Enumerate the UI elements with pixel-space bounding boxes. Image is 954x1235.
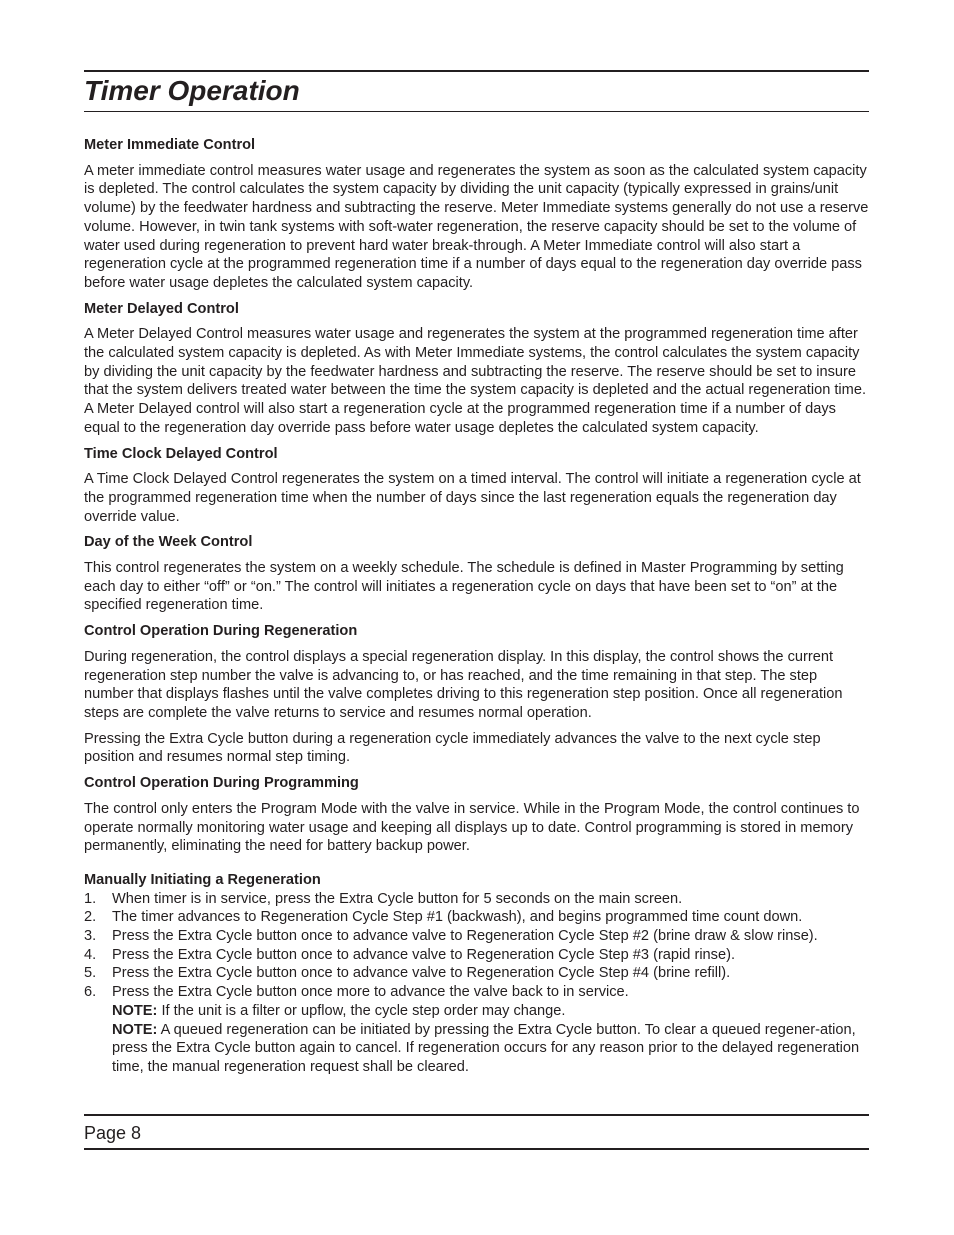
page-title: Timer Operation [84, 75, 300, 106]
section-paragraph: During regeneration, the control displays a special regeneration display. In this display, the control shows the current regeneration step number the valve is advancing to, or has reached, and the time remaining in that step. The step number that displays flashes until the valve completes driving to this regeneration step position. Once all regeneration steps are complete the valve returns to service and resumes normal operation. [84, 648, 843, 721]
steps-list [84, 890, 870, 1002]
step-text: Press the Extra Cycle button once to advance valve to Regeneration Cycle Step #2 (brine draw & slow rinse). [112, 928, 818, 945]
note [112, 1002, 870, 1021]
list-item [84, 908, 870, 927]
footer-rule-bottom [84, 1148, 869, 1150]
document-body [84, 136, 870, 1077]
section-paragraph: This control regenerates the system on a weekly schedule. The schedule is defined in Master Programming by setting each day to either “off” or “on.” The control will initiates a regeneration cycle on days that have been set to “on” at the specified regeneration time. [84, 560, 844, 614]
note-label: NOTE: [112, 1002, 158, 1019]
step-text: When timer is in service, press the Extra Cycle button for 5 seconds on the main screen. [112, 890, 683, 907]
list-item [84, 890, 870, 909]
note-text: If the unit is a filter or upflow, the cycle step order may change. [157, 1002, 566, 1019]
step-text: Press the Extra Cycle button once to advance valve to Regeneration Cycle Step #4 (brine refill). [112, 965, 731, 982]
section-heading: Meter Delayed Control [84, 300, 239, 317]
page-number: Page 8 [84, 1123, 142, 1143]
section-heading: Meter Immediate Control [84, 137, 256, 153]
step-number: 6. [84, 984, 97, 1001]
section-meter-delayed [84, 300, 870, 438]
section-meter-immediate [84, 136, 870, 293]
list-item [84, 927, 870, 946]
section-manual-regeneration [84, 871, 870, 1077]
section-paragraph: A meter immediate control measures water usage and regenerates the system as soon as the calculated system capacity is depleted. The control calculates the system capacity by dividing the unit capacity (typically expressed in grains/unit volume) by the feedwater hardness and subtracting the reserve. Meter Immediate systems generally do not use a reserve volume. However, in twin tank systems with soft-water regeneration, the reserve capacity should be set to the volume of water used during regeneration to prevent hard water break-through. A Meter Immediate control will also start a regeneration cycle at the programmed regeneration time if a number of days equal to the regeneration day override pass before water usage depletes the calculated system capacity. [84, 162, 869, 291]
step-number: 2. [84, 909, 97, 926]
step-text: The timer advances to Regeneration Cycle Step #1 (backwash), and begins programmed time count down. [112, 909, 803, 926]
step-number: 3. [84, 928, 97, 945]
section-regeneration [84, 622, 870, 767]
footer-rule-top [84, 1114, 869, 1116]
list-item [84, 946, 870, 965]
section-paragraph: A Time Clock Delayed Control regenerates the system on a timed interval. The control will initiate a regeneration cycle at the programmed regeneration time when the number of days since the last regeneration equals the regeneration day override value. [84, 471, 861, 525]
note [112, 1021, 870, 1077]
section-heading: Control Operation During Programming [84, 775, 359, 792]
section-time-clock-delayed [84, 445, 870, 527]
section-heading: Day of the Week Control [84, 534, 253, 551]
section-programming [84, 774, 870, 856]
section-heading: Manually Initiating a Regeneration [84, 871, 321, 888]
header-rule-top [84, 70, 869, 72]
section-heading: Control Operation During Regeneration [84, 623, 358, 640]
section-paragraph: The control only enters the Program Mode with the valve in service. While in the Program Mode, the control continues to operate normally monitoring water usage and keeping all displays up to date. Control programming is stored in memory permanently, eliminating the need for battery backup power. [84, 800, 860, 855]
header-rule-bottom [84, 111, 869, 112]
section-paragraph: Pressing the Extra Cycle button during a regeneration cycle immediately advances the valve to the next cycle step position and resumes normal step timing. [84, 730, 821, 766]
notes [84, 1002, 870, 1077]
step-number: 4. [84, 946, 97, 963]
section-paragraph: A Meter Delayed Control measures water usage and regenerates the system at the programmed regeneration time after the calculated system capacity is depleted. As with Meter Immediate systems, the control calculates the system capacity by dividing the unit capacity by the feedwater hardness and subtracting the reserve. The reserve should be set to insure that the system delivers treated water between the time the system capacity is depleted and the actual regeneration time. A Meter Delayed control will also start a regeneration cycle at the programmed regeneration time if a number of days equal to the regeneration day override pass before water usage depletes the calculated system capacity. [84, 326, 866, 436]
step-number: 5. [84, 965, 97, 982]
section-day-of-week [84, 533, 870, 615]
note-label: NOTE: [112, 1021, 158, 1038]
step-text: Press the Extra Cycle button once more to advance the valve back to in service. [112, 984, 629, 1001]
step-text: Press the Extra Cycle button once to advance valve to Regeneration Cycle Step #3 (rapid rinse). [112, 946, 735, 963]
step-number: 1. [84, 890, 97, 907]
list-item [84, 983, 870, 1002]
note-text: A queued regeneration can be initiated by pressing the Extra Cycle button. To clear a queued regener-ation, press the Extra Cycle button again to cancel. If regeneration occurs for any reason prior to the delayed regeneration time, the manual regeneration request shall be cleared. [112, 1021, 860, 1075]
section-heading: Time Clock Delayed Control [84, 445, 278, 462]
list-item [84, 964, 870, 983]
